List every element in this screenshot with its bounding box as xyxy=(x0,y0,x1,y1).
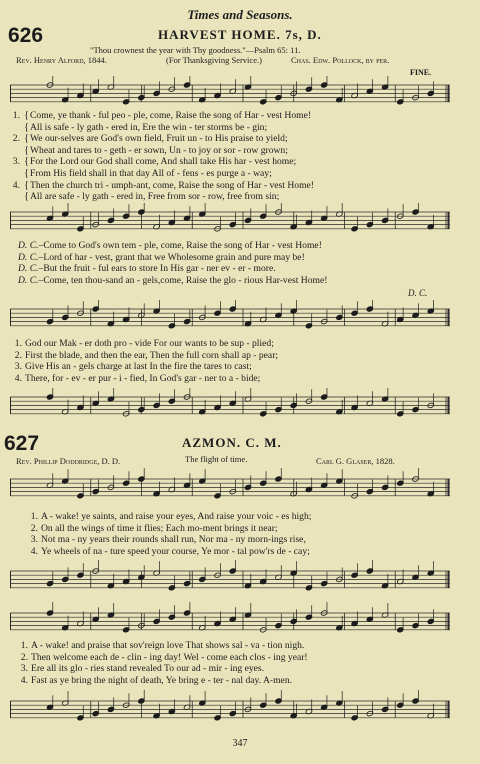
page-number: 347 xyxy=(232,738,248,749)
hymn-627-verses-a xyxy=(24,511,454,557)
azmon-verse-3-b: 3. Ere all its glo - ries stand revealed To our ad - mir - ing eyes. xyxy=(20,663,265,675)
hymn-626-author: Rev. Henry Alford, 1844. xyxy=(16,55,107,65)
verse-3-line-2: { From His field shall in that day All of - fens - es purge a - way; xyxy=(24,167,272,179)
verse-4-line-2: { All are safe - ly gath - ered in, Free from sor - row, free from sin; xyxy=(24,191,280,203)
azmon-verse-2-b: 2. Then welcome each de - clin - ing day! Wel - come each clos - ing year! xyxy=(20,651,308,663)
verse-2-line-1: 2. { We our-selves are God's own field, Fruit un - to His praise to yield; xyxy=(12,133,288,145)
hymn-627-author: Rev. Phillip Doddridge, D. D. xyxy=(16,456,121,466)
hymn-627-verses-b xyxy=(14,640,454,686)
hymn-626-dc-lines xyxy=(18,240,458,286)
verse-1-line-2: { All is safe - ly gath - ered in, Ere the win - ter storms be - gin; xyxy=(24,121,268,133)
hymn-627-number: 627 xyxy=(4,432,40,455)
staff-626-treble-2 xyxy=(10,300,450,334)
hymn-627-title: AZMON. C. M. xyxy=(182,435,282,450)
staff-626-bass-2 xyxy=(10,388,450,422)
staff-626-treble-1 xyxy=(10,76,450,110)
hymn-627-composer: Carl G. Glaser, 1828. xyxy=(316,456,395,466)
dc-marking: D. C. xyxy=(408,288,428,298)
note-heads xyxy=(46,300,434,329)
verse-3-line-1: 3. { For the Lord our God shall come, And shall take His har - vest home; xyxy=(12,156,297,168)
hymn-627-epigraph: The flight of time. xyxy=(185,454,248,464)
azmon-verse-3-a: 3. Not ma - ny years their rounds shall run, Nor ma - ny morn-ings rise, xyxy=(30,534,306,546)
verse-b-2: 2. First the blade, and then the ear, Then the full corn shall ap - pear; xyxy=(14,349,279,361)
note-heads xyxy=(46,203,434,232)
fine-marking: FINE. xyxy=(410,68,432,77)
verse-b-3: 3. Give His an - gels charge at last In the fire the tares to cast; xyxy=(14,361,252,373)
staff-627-treble-1 xyxy=(10,468,450,506)
hymn-626-epigraph: "Thou crownest the year with Thy goodness."—Psalm 65: 11. xyxy=(90,45,301,55)
hymn-626-title: HARVEST HOME. 7s, D. xyxy=(158,27,322,42)
hymn-626-verses-a xyxy=(6,110,452,203)
hymn-626-verses-b xyxy=(8,338,454,384)
hymn-626-composer: Chas. Edw. Pollock, by per. xyxy=(291,55,390,65)
dc-line-1: D. C. –Come to God's own tem - ple, come, Raise the song of Har - vest Home! xyxy=(18,240,322,251)
running-head: Times and Seasons. xyxy=(187,7,293,22)
dc-line-4: D. C. –Come, ten thou-sand an - gels,come, Raise the glo - rious Har-vest Home! xyxy=(18,274,328,286)
verse-4-line-1: 4. { Then the church tri - umph-ant, come, Raise the song of Har - vest Home! xyxy=(12,179,314,191)
staff-lines xyxy=(10,309,450,326)
hymn-626-occasion: (For Thanksgiving Service.) xyxy=(166,55,262,65)
azmon-verse-4-b: 4. Fast as ye bring the night of death, Ye bring e - ter - nal day. A-men. xyxy=(20,674,293,686)
staff-627-bass-1 xyxy=(10,560,450,598)
azmon-verse-2-a: 2. On all the wings of time it flies; Each mo-ment brings it near; xyxy=(30,522,278,534)
staff-626-bass-1 xyxy=(10,203,450,237)
azmon-verse-1-b: 1. A - wake! and praise that sov'reign love That shows sal - va - tion nigh. xyxy=(20,640,305,651)
hymn-626-number: 626 xyxy=(8,24,44,47)
verse-2-line-2: { Wheat and tares to - geth - er sown, Un - to joy or sor - row grown; xyxy=(24,144,288,156)
staff-627-treble-2 xyxy=(10,602,450,640)
verse-1-line-1: 1. { Come, ye thank - ful peo - ple, come, Raise the song of Har - vest Home! xyxy=(12,110,312,121)
azmon-verse-1-a: 1. A - wake! ye saints, and raise your eyes, And raise your voic - es high; xyxy=(30,511,312,522)
staff-627-bass-2 xyxy=(10,690,450,728)
note-heads xyxy=(46,76,434,105)
verse-b-1: 1. God our Mak - er doth pro - vide For our wants to be sup - plied; xyxy=(14,338,274,349)
verse-b-4: 4. There, for - ev - er pur - i - fied, In God's gar - ner to a - bide; xyxy=(14,372,261,384)
dc-line-3: D. C. –But the fruit - ful ears to store In His gar - ner ev - er - more. xyxy=(18,263,276,275)
azmon-verse-4-a: 4. Ye wheels of na - ture speed your course, Ye mor - tal pow'rs de - cay; xyxy=(30,545,310,557)
dc-line-2: D. C. –Lord of har - vest, grant that we Wholesome grain and pure may be! xyxy=(18,251,305,263)
note-heads xyxy=(46,388,434,417)
